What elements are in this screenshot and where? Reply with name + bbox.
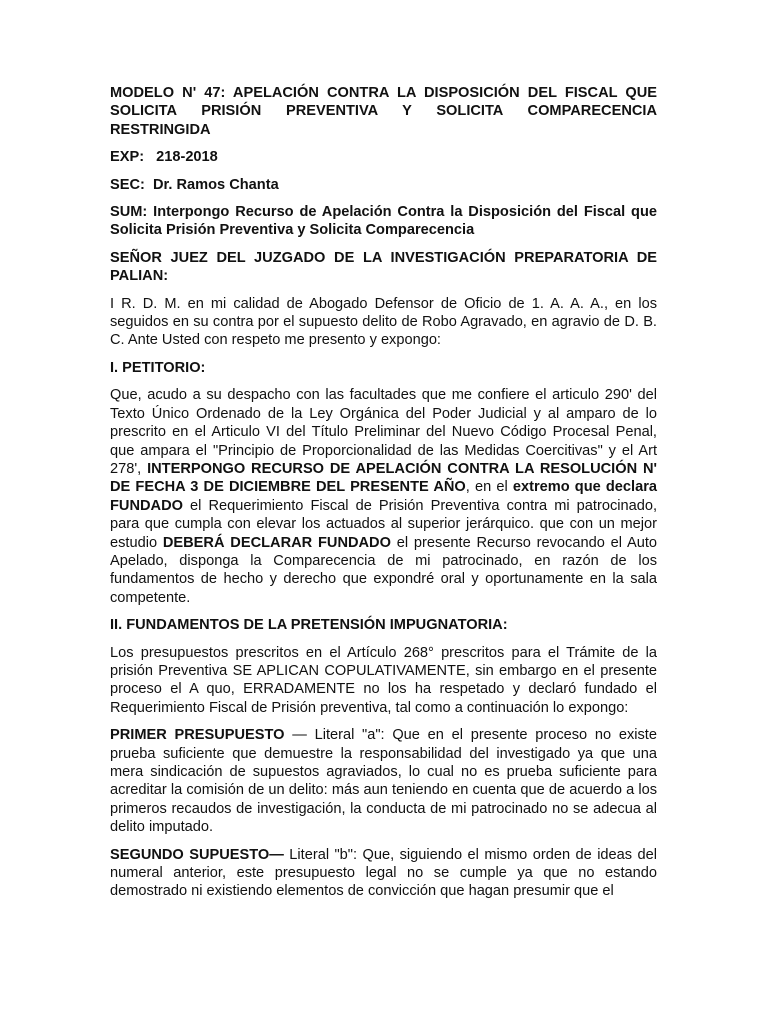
- primer-presupuesto: [110, 726, 657, 836]
- sum-line: SUM: Interpongo Recurso de Apelación Contra la Disposición del Fiscal que Solicita Prisión Preventiva y Solicita Comparecencia: [110, 204, 657, 239]
- sec-value: Dr. Ramos Chanta: [152, 176, 279, 193]
- petitorio-bold-2: extremo que declara FUNDADO: [110, 479, 657, 514]
- petitorio-text-2: , en el: [465, 479, 508, 496]
- petitorio-bold-3: DEBERÁ DECLARAR FUNDADO: [162, 534, 391, 551]
- primer-label: PRIMER PRESUPUESTO: [110, 727, 285, 744]
- exp-field: [110, 148, 657, 166]
- petitorio-text-1: Que, acudo a su despacho con las facultades que me confiere el articulo 290' del Texto Único Ordenado de la Ley Orgánica del Poder Judicial y al amparo de lo prescrito en el Articulo VI del Título Preliminar del Nuevo Código Procesal Penal, que ampara el "Principio de Proporcionalidad de las Medidas Coercitivas" y el Art 278',: [110, 387, 657, 477]
- exp-value: 218-2018: [156, 149, 218, 166]
- sec-field: [110, 176, 657, 194]
- addressee: SEÑOR JUEZ DEL JUZGADO DE LA INVESTIGACIÓN PREPARATORIA DE PALIAN:: [110, 249, 657, 285]
- petitorio-paragraph: [110, 386, 657, 607]
- primer-text: — Literal "a": Que en el presente proceso no existe prueba suficiente que demuestre la responsabilidad del investigado ya que una mera sindicación de supuestos agraviados, lo cual no es prueba suficiente para acreditar la comisión de un delito: más aun teniendo en cuenta que de acuerdo a los primeros recaudos de investigación, la conducta de mi patrocinado no se adecua al delito imputado.: [110, 727, 657, 836]
- segundo-label: SEGUNDO SUPUESTO—: [110, 846, 284, 863]
- document-title: MODELO N' 47: APELACIÓN CONTRA LA DISPOSICIÓN DEL FISCAL QUE SOLICITA PRISIÓN PREVENTIVA Y SOLICITA COMPARECENCIA RESTRINGIDA: [110, 85, 657, 138]
- segundo-supuesto: [110, 846, 657, 901]
- petitorio-text-4: el presente Recurso revocando el Auto Apelado, disponga la Comparecencia de mi patrocinado, en razón de los fundamentos de hecho y derecho que expondré oral y oportunamente en la sala competente.: [110, 534, 657, 606]
- exp-label: EXP:: [110, 149, 145, 166]
- fundamentos-intro: Los presupuestos prescritos en el Artículo 268° prescritos para el Trámite de la prisión Preventiva SE APLICAN COPULATIVAMENTE, sin embargo en el presente proceso el A quo, ERRADAMENTE no los ha respetado y declaró fundado el Requerimiento Fiscal de Prisión preventiva, tal como a continuación lo expongo:: [110, 644, 657, 716]
- sec-label: SEC:: [110, 176, 145, 193]
- document-page: [110, 84, 657, 910]
- petitorio-bold-1: INTERPONGO RECURSO DE APELACIÓN CONTRA LA RESOLUCIÓN N' DE FECHA 3 DE DICIEMBRE DEL PRESENTE AÑO: [110, 460, 657, 496]
- fundamentos-heading: II. FUNDAMENTOS DE LA PRETENSIÓN IMPUGNATORIA:: [110, 617, 508, 634]
- intro-paragraph: I R. D. M. en mi calidad de Abogado Defensor de Oficio de 1. A. A. A., en los seguidos en su contra por el supuesto delito de Robo Agravado, en agravio de D. B. C. Ante Usted con respeto me presento y expongo:: [110, 295, 657, 349]
- petitorio-heading: I. PETITORIO:: [110, 359, 206, 376]
- segundo-text: Literal "b": Que, siguiendo el mismo orden de ideas del numeral anterior, este presupuesto legal no se cumple ya que no estando demostrado ni existiendo elementos de convicción que hagan presumir que el: [110, 846, 658, 900]
- petitorio-text-3: el Requerimiento Fiscal de Prisión Preventiva contra mi patrocinado, para que cumpla con elevar los actuados al superior jerárquico. que con un mejor estudio: [110, 497, 658, 551]
